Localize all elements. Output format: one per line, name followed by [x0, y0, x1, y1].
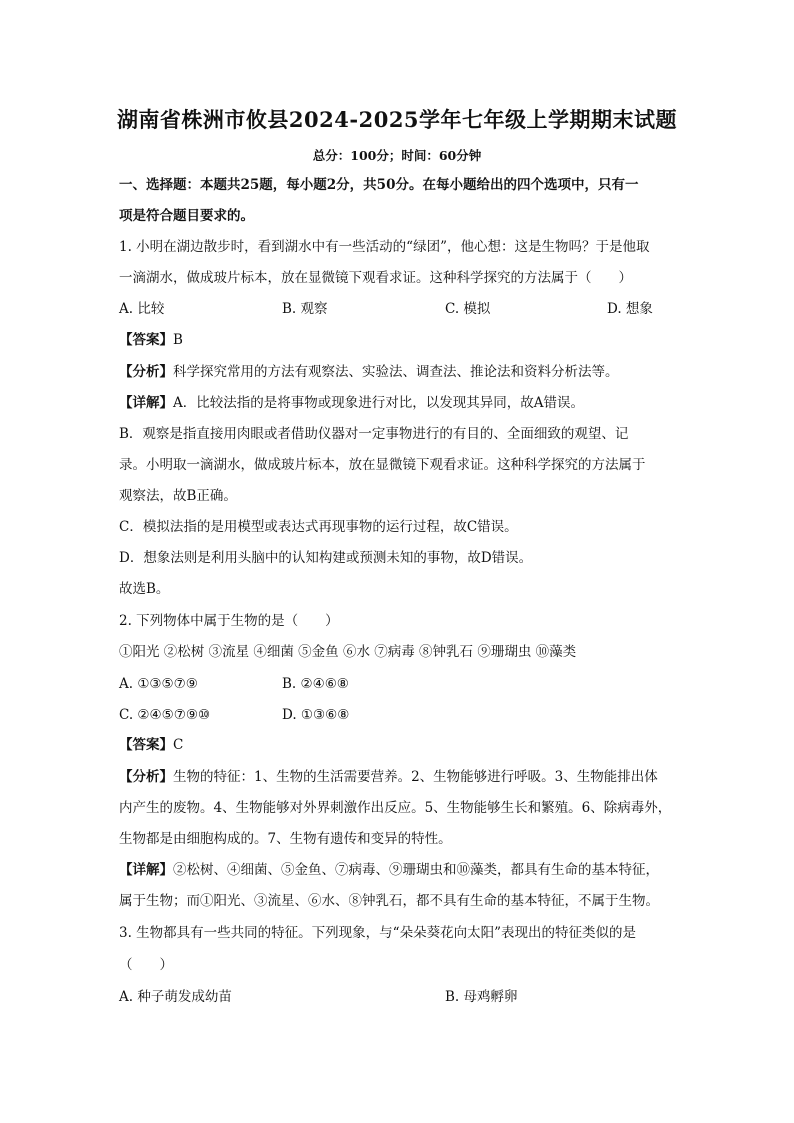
q1-stem-line2: 一滴湖水，做成玻片标本，放在显微镜下观看求证。这种科学探究的方法属于（ ） — [119, 270, 632, 286]
analysis-tag: 【分析】 — [119, 769, 173, 785]
detail-text: A．比较法指的是将事物或现象进行对比，以发现其异同，故A错误。 — [173, 395, 584, 411]
q1-option-c: C. 模拟 — [445, 301, 491, 317]
q1-detail-b-line2: 录。小明取一滴湖水，做成玻片标本，放在显微镜下观看求证。这种科学探究的方法属于 — [119, 457, 646, 473]
detail-tag: 【详解】 — [119, 395, 173, 411]
q1-detail-b-line1: B．观察是指直接用肉眼或者借助仪器对一定事物进行的有目的、全面细致的观望、记 — [119, 426, 629, 442]
q2-analysis-line1 — [119, 768, 658, 786]
q2-stem: 2. 下列物体中属于生物的是（ ） — [119, 613, 339, 629]
q1-option-b: B. 观察 — [282, 301, 328, 317]
q1-conclusion: 故选B。 — [119, 581, 170, 597]
answer-value: C — [173, 737, 184, 753]
detail-tag: 【详解】 — [119, 862, 173, 878]
q2-option-a: A. ①③⑤⑦⑨ — [119, 676, 198, 692]
section-heading-line2: 项是符合题目要求的。 — [119, 208, 254, 224]
q3-option-a: A. 种子萌发成幼苗 — [119, 989, 232, 1005]
q1-detail-a — [119, 394, 584, 412]
answer-tag: 【答案】 — [119, 332, 173, 348]
q1-detail-b-line3: 观察法，故B正确。 — [119, 488, 237, 504]
q2-option-c: C. ②④⑤⑦⑨⑩ — [119, 707, 211, 723]
q2-analysis-line2: 内产生的废物。4、生物能够对外界刺激作出反应。5、生物能够生长和繁殖。6、除病毒外， — [119, 800, 672, 816]
q3-stem-line1: 3. 生物都具有一些共同的特征。下列现象，与“朵朵葵花向太阳”表现出的特征类似的是 — [119, 925, 636, 941]
exam-info: 总分：100分；时间：60分钟 — [312, 148, 482, 163]
q3-stem-line2: （ ） — [119, 957, 173, 973]
q2-detail-line1 — [119, 861, 659, 879]
q1-option-d: D. 想象 — [607, 301, 653, 317]
q1-detail-d: D．想象法则是利用头脑中的认知构建或预测未知的事物，故D错误。 — [119, 550, 533, 566]
q2-analysis-line3: 生物都是由细胞构成的。7、生物有遗传和变异的特性。 — [119, 831, 452, 847]
detail-text: ②松树、④细菌、⑤金鱼、⑦病毒、⑨珊瑚虫和⑩藻类，都具有生命的基本特征， — [173, 862, 659, 878]
q1-stem-line1: 1. 小明在湖边散步时，看到湖水中有一些活动的“绿团”，他心想：这是生物吗？于是他取 — [119, 239, 650, 255]
q2-option-d: D. ①③⑥⑧ — [282, 707, 350, 723]
q2-option-b: B. ②④⑥⑧ — [282, 676, 349, 692]
analysis-text: 科学探究常用的方法有观察法、实验法、调查法、推论法和资料分析法等。 — [173, 364, 619, 380]
q2-answer — [119, 736, 183, 754]
page-title: 湖南省株洲市攸县2024-2025学年七年级上学期期末试题 — [116, 107, 678, 132]
q1-analysis — [119, 363, 619, 381]
analysis-text: 生物的特征：1、生物的生活需要营养。2、生物能够进行呼吸。3、生物能排出体 — [173, 769, 658, 785]
section-heading-line1: 一、选择题：本题共25题，每小题2分，共50分。在每小题给出的四个选项中，只有一 — [119, 177, 639, 193]
q1-option-a: A. 比较 — [119, 301, 165, 317]
answer-tag: 【答案】 — [119, 737, 173, 753]
q1-answer — [119, 331, 183, 349]
analysis-tag: 【分析】 — [119, 364, 173, 380]
q2-items: ①阳光 ②松树 ③流星 ④细菌 ⑤金鱼 ⑥水 ⑦病毒 ⑧钟乳石 ⑨珊瑚虫 ⑩藻类 — [119, 644, 577, 660]
answer-value: B — [173, 332, 183, 348]
q3-option-b: B. 母鸡孵卵 — [445, 989, 518, 1005]
q1-detail-c: C．模拟法指的是用模型或表达式再现事物的运行过程，故C错误。 — [119, 519, 518, 535]
q2-detail-line2: 属于生物；而①阳光、③流星、⑥水、⑧钟乳石，都不具有生命的基本特征，不属于生物。 — [119, 893, 659, 909]
